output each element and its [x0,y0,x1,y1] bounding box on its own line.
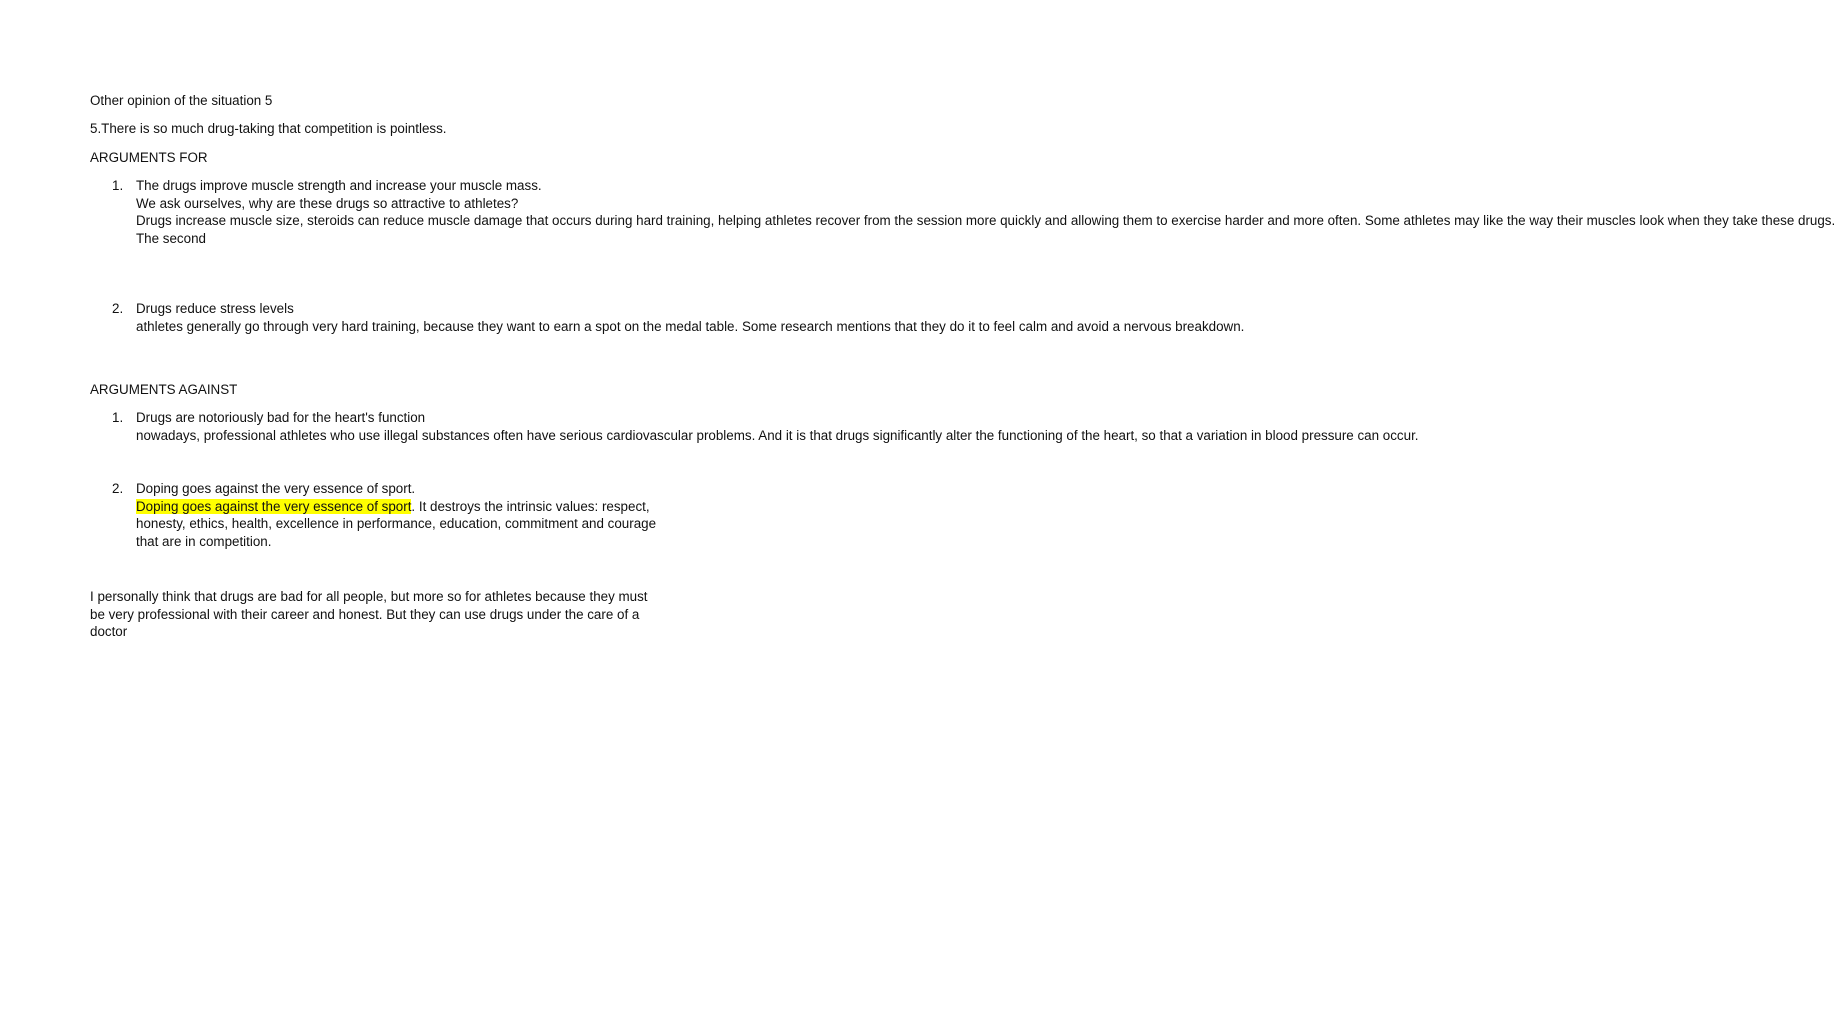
document-heading: Other opinion of the situation 5 [90,93,273,108]
for-item-1-question: We ask ourselves, why are these drugs so attractive to athletes? [136,195,519,211]
against-item-2-line-1-rest: . It destroys the intrinsic values: respect, [411,498,650,514]
conclusion-line-2: be very professional with their career and honest. But they can use drugs under the care of a [90,606,640,622]
for-item-1-title: The drugs improve muscle strength and increase your muscle mass. [136,178,542,193]
for-item-2-number: 2. [112,301,124,316]
statement-text: 5.There is so much drug-taking that competition is pointless. [90,121,447,136]
against-item-1 [136,409,1419,444]
for-item-1-body: Drugs increase muscle size, steroids can reduce muscle damage that occurs during hard training, helping athletes recover from the session more quickly and allowing them to exercise harder and more often. Some athletes may like the way their muscles look when they take these drugs. [136,213,1835,229]
against-item-2-line-2: honesty, ethics, health, excellence in performance, education, commitment and courage [136,516,657,532]
conclusion-paragraph [90,588,677,641]
against-item-1-body: nowadays, professional athletes who use illegal substances often have serious cardiovascular problems. And it is that drugs significantly alter the functioning of the heart, so that a variation in blood pressure can occur. [136,427,1419,443]
against-item-2-line-3: that are in competition. [136,533,272,549]
against-item-2 [136,480,677,550]
against-item-1-title: Drugs are notoriously bad for the heart's function [136,410,426,425]
against-item-2-number: 2. [112,481,124,496]
highlighted-phrase: Doping goes against the very essence of sport [136,498,412,514]
arguments-for-title: ARGUMENTS FOR [90,150,208,165]
for-item-2-body: athletes generally go through very hard training, because they want to earn a spot on the medal table. Some research mentions that they do it to feel calm and avoid a nervous breakdown. [136,318,1245,334]
for-item-2 [136,300,1245,335]
against-item-1-number: 1. [112,410,124,425]
for-item-2-title: Drugs reduce stress levels [136,301,294,316]
arguments-against-title: ARGUMENTS AGAINST [90,382,238,397]
for-item-1 [136,177,1835,247]
against-item-2-line-1 [136,498,677,516]
conclusion-line-3: doctor [90,624,128,640]
against-item-2-title: Doping goes against the very essence of sport. [136,481,416,496]
conclusion-line-1: I personally think that drugs are bad for all people, but more so for athletes because they must [90,589,648,604]
for-item-1-note: The second [136,230,206,246]
for-item-1-number: 1. [112,178,124,193]
